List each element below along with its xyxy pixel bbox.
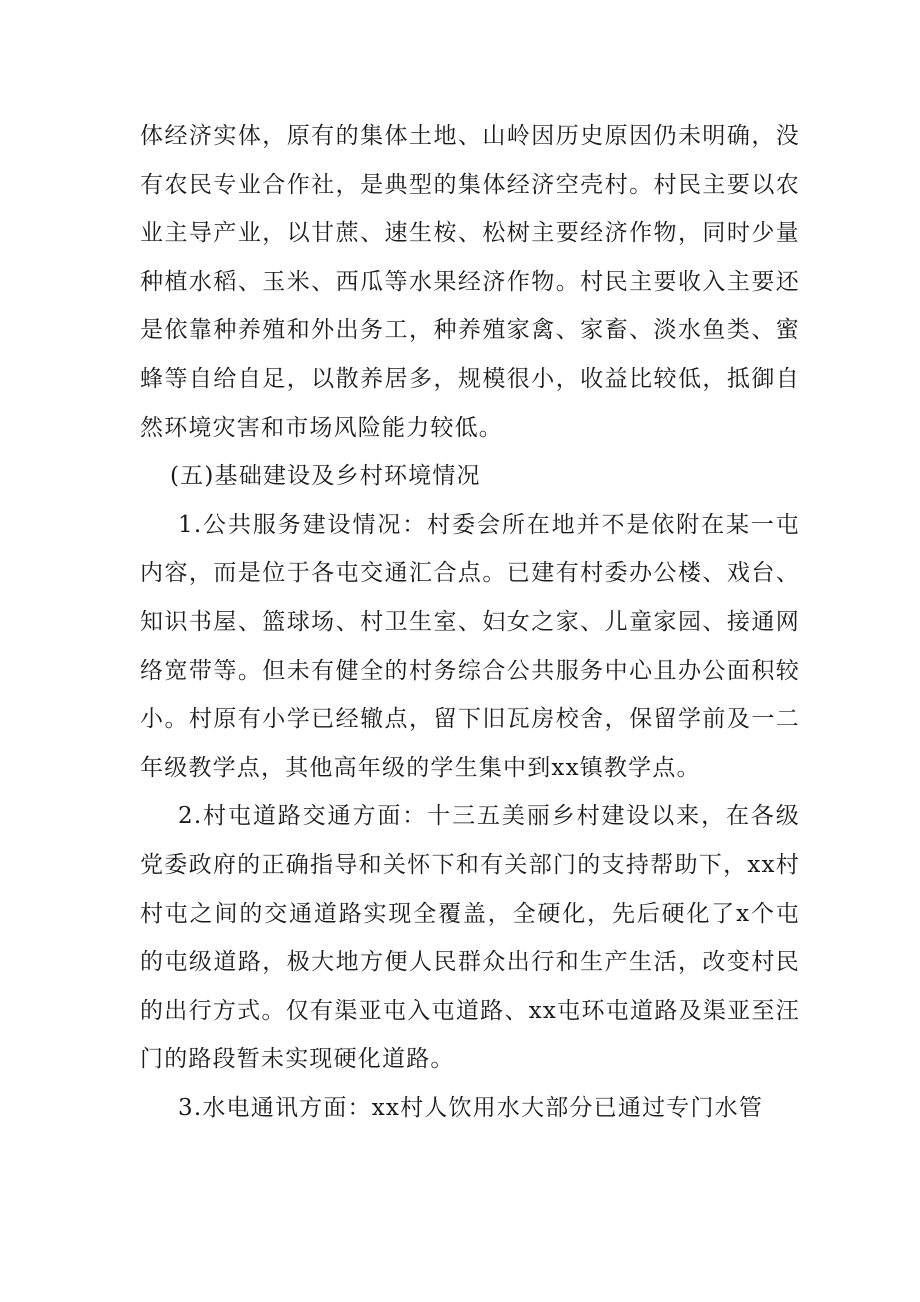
section-heading-5: (五)基础建设及乡村环境情况 [170,463,481,490]
paragraph-1: 体经济实体，原有的集体土地、山岭因历史原因仍未明确，没有农民专业合作社，是典型的集体经济空壳村。村民主要以农业主导产业，以甘蔗、速生桉、松树主要经济作物，同时少量种植水稻、玉米、西瓜等水果经济作物。村民主要收入主要还是依靠种养殖和外出务工，种养殖家禽、家畜、淡水鱼类、蜜蜂等自给自足，以散养居多，规模很小，收益比较低，抵御自然环境灾害和市场风险能力较低。 [140,123,800,441]
paragraph-road-transport: 2.村屯道路交通方面：十三五美丽乡村建设以来，在各级党委政府的正确指导和关怀下和有关部门的支持帮助下，xx村村屯之间的交通道路实现全覆盖，全硬化，先后硬化了x个屯的屯级道路，极大地方便人民群众出行和生产生活，改变村民的出行方式。仅有渠亚屯入屯道路、xx屯环屯道路及渠亚至汪门的路段暂未实现硬化道路。 [140,803,800,1073]
paragraph-public-services: 1.公共服务建设情况：村委会所在地并不是依附在某一屯内容，而是位于各屯交通汇合点。已建有村委办公楼、戏台、知识书屋、篮球场、村卫生室、妇女之家、儿童家园、接通网络宽带等。但未有健全的村务综合公共服务中心且办公面积较小。村原有小学已经辙点，留下旧瓦房校舍，保留学前及一二年级教学点，其他高年级的学生集中到xx镇教学点。 [140,511,800,781]
paragraph-water-power-telecom: 3.水电通讯方面：xx村人饮用水大部分已通过专门水管 [178,1094,764,1121]
document-body [140,112,800,1132]
